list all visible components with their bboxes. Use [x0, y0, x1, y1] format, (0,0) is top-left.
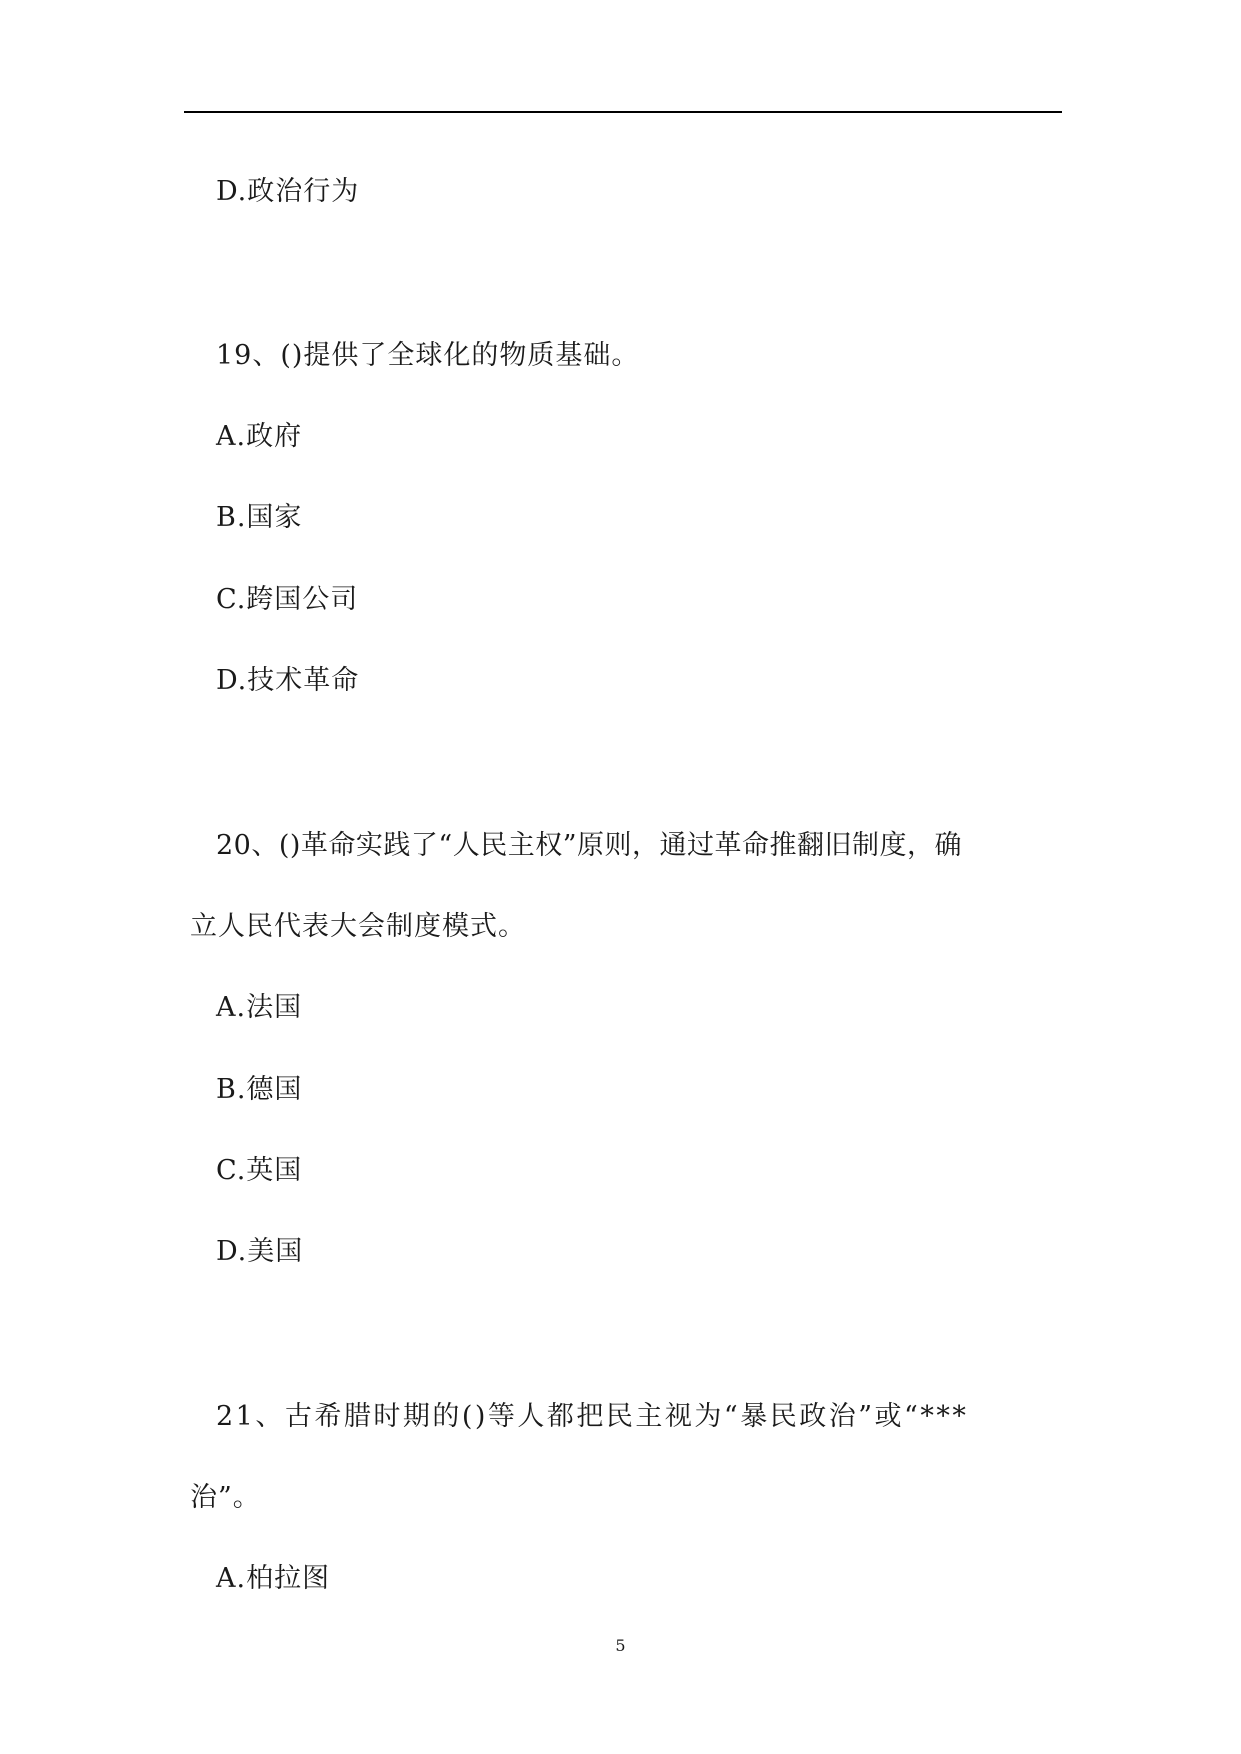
question-21-stem-line2: 治”。: [190, 1482, 261, 1513]
question-20-option-c: C.英国: [216, 1155, 303, 1186]
question-20-stem-line2: 立人民代表大会制度模式。: [190, 911, 526, 942]
question-19-option-d: D.技术革命: [216, 665, 360, 696]
question-20-option-d: D.美国: [216, 1236, 304, 1267]
question-19-option-a: A.政府: [216, 421, 303, 452]
question-21-stem-line1: 21、古希腊时期的()等人都把民主视为“暴民政治”或“***: [216, 1401, 969, 1432]
question-20-option-a: A.法国: [216, 992, 303, 1023]
question-21-option-a: A.柏拉图: [216, 1563, 331, 1594]
question-19-option-b: B.国家: [216, 502, 303, 533]
question-20-stem-line1: 20、()革命实践了“人民主权”原则，通过革命推翻旧制度，确: [216, 830, 963, 861]
header-rule: [184, 111, 1062, 113]
question-20-option-b: B.德国: [216, 1074, 303, 1105]
page-number: 5: [615, 1636, 626, 1655]
question-19-option-c: C.跨国公司: [216, 584, 359, 615]
option-d-previous: D.政治行为: [216, 176, 360, 207]
question-19-stem: 19、()提供了全球化的物质基础。: [216, 340, 640, 371]
